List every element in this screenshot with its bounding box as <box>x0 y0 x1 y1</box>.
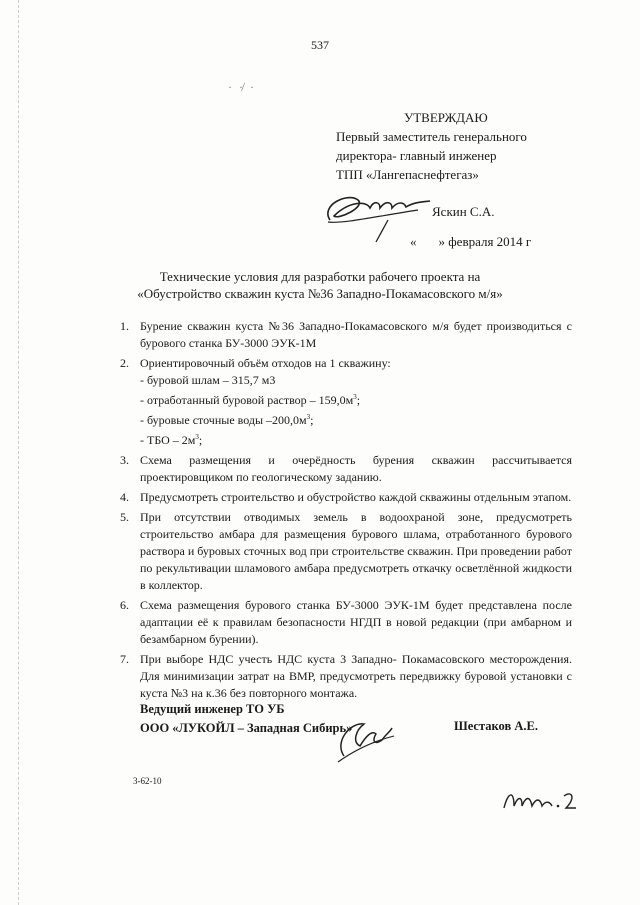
approver-name: Яскин С.А. <box>432 204 495 219</box>
footer-block <box>140 700 352 738</box>
approval-line-2: директора- главный инженер <box>336 148 497 163</box>
sub-item: - буровой шлам – 315,7 м3 <box>140 373 276 387</box>
company-name: ООО «ЛУКОЙЛ – Западная Сибирь» <box>140 721 353 735</box>
item-number: 7. <box>120 652 129 666</box>
item-text: При отсутствии отводимых земель в водоохраной зоне, предусмотреть строительство амбара для размещения бурового шлама, отработанного бурового раствора и буровых сточных вод при строительстве скважин. При проведении работ по рекультивации шламового амбара предусмотреть откачку осветлённой жидкости в коллектор. <box>140 510 572 592</box>
item-number: 3. <box>120 453 129 467</box>
date-open-quote: « <box>410 234 417 249</box>
requirements-list <box>120 318 572 705</box>
engineer-position: Ведущий инженер ТО УБ <box>140 702 285 716</box>
document-title <box>0 268 640 302</box>
item-text: Схема размещения бурового станка БУ-3000 ЭУК-1М будет представлена после адаптации её к правилам безопасности НГДП в новой редакции (при амбарном и безамбарном бурении). <box>140 598 572 646</box>
sub-item: - отработанный буровой раствор – $159,0м^3$; <box>140 393 361 407</box>
scan-edge-line <box>18 0 19 905</box>
item-text: Предусмотреть строительство и обустройство каждой скважины отдельным этапом. <box>140 490 572 504</box>
list-item <box>120 509 572 594</box>
sub-item: - буровые сточные воды $-200,0м^3$; <box>140 413 314 427</box>
list-item <box>120 355 572 449</box>
date-rest: » февраля 2014 г <box>438 234 532 249</box>
sub-item: - ТБО – $2м^3$; <box>140 433 203 447</box>
title-line-2: «Обустройство скважин куста №36 Западно-Покамасовского м/я» <box>137 286 503 301</box>
sheet-annotation-mark <box>500 782 580 818</box>
item-text: Схема размещения и очерёдность бурения скважин рассчитывается проектировщиком по геологическому заданию. <box>140 453 572 484</box>
item-number: 4. <box>120 490 129 504</box>
author-name: Шестаков А.Е. <box>454 719 538 733</box>
approval-heading: УТВЕРЖДАЮ <box>404 110 488 125</box>
item-text: При выборе НДС учесть НДС куста 3 Западно- Покамасовского месторождения. Для минимизации затрат на ВМР, предусмотреть передвижку буровой установки с куста №3 на к.36 без повторного монтажа. <box>140 652 572 700</box>
item-number: 5. <box>120 510 129 524</box>
approval-line-3: ТПП «Лангепаснефтегаз» <box>336 167 479 182</box>
item-text: Ориентировочный объём отходов на 1 скважину: <box>140 356 391 370</box>
approval-block <box>336 108 527 184</box>
list-item <box>120 651 572 702</box>
approval-date <box>410 234 531 250</box>
title-line-1: Технические условия для разработки рабочего проекта на <box>159 269 481 284</box>
item-number: 2. <box>120 356 129 370</box>
list-item <box>120 597 572 648</box>
approval-line-1: Первый заместитель генерального <box>336 129 527 144</box>
item-text: Бурение скважин куста №36 Западно-Покамасовского м/я будет производиться с бурового станка БУ-3000 ЭУК-1М <box>140 319 572 350</box>
item-number: 6. <box>120 598 129 612</box>
engineer-signature <box>330 712 400 767</box>
list-item <box>120 489 572 506</box>
phone-number: 3-62-10 <box>133 776 162 786</box>
item-number: 1. <box>120 319 129 333</box>
list-item <box>120 318 572 352</box>
page-number: 537 <box>311 38 329 52</box>
list-item <box>120 452 572 486</box>
margin-scribble: · ·̸ · <box>228 80 256 94</box>
